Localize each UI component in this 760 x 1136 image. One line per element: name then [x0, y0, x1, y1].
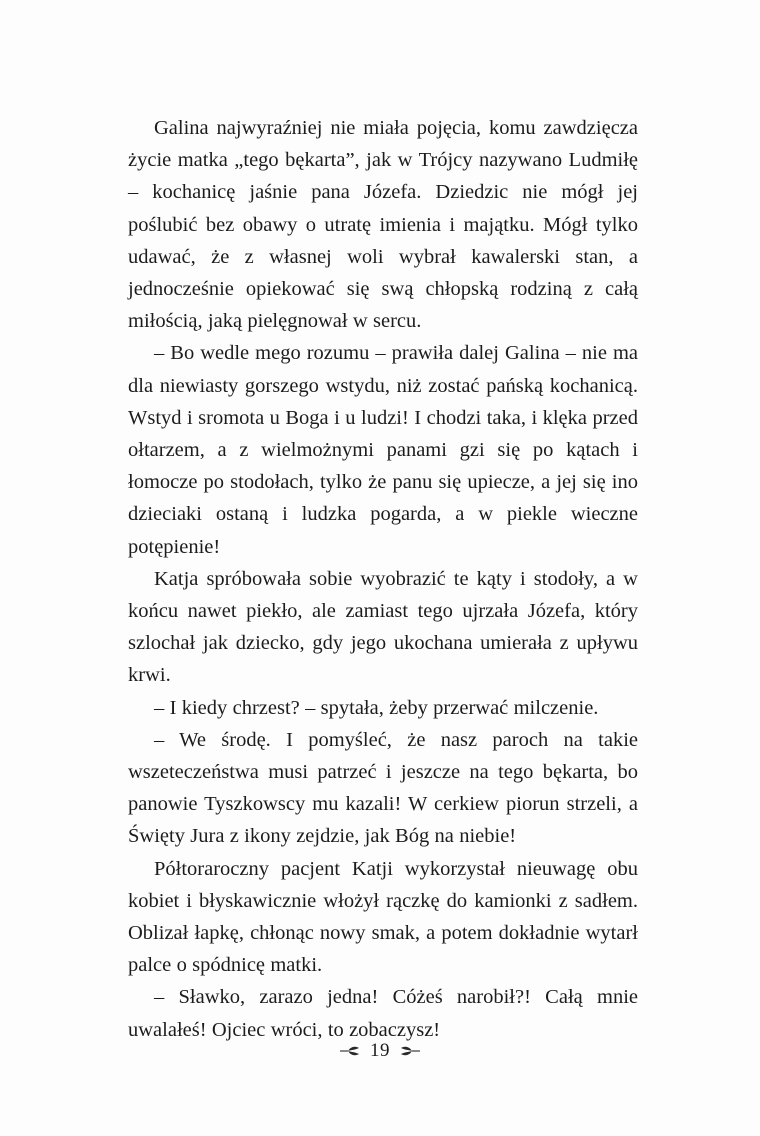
paragraph: – We środę. I pomyśleć, że nasz paroch na takie wszeteczeństwa musi patrzeć i jeszcze na tego bękarta, bo panowie Tyszkowscy mu kazali! W cerkiew piorun strzeli, a Święty Jura z ikony zejdzie, jak Bóg na niebie!: [128, 728, 638, 848]
leaf-ornament-left-icon: [339, 1045, 361, 1057]
page-text-block: [128, 112, 638, 1046]
paragraph: Katja spróbowała sobie wyobrazić te kąty i stodoły, a w końcu nawet piekło, ale zamiast tego ujrzała Józefa, który szlochał jak dziecko, gdy jego ukochana umierała z upływu krwi.: [128, 567, 638, 687]
page-number: 19: [370, 1040, 390, 1061]
paragraph: – Bo wedle mego rozumu – prawiła dalej Galina – nie ma dla niewiasty gorszego wstydu, niż zostać pańską kochanicą. Wstyd i sromota u Boga i u ludzi! I chodzi taka, i klęka przed ołtarzem, a z wielmożnymi panami gzi się po kątach i łomoczе po stodołach, tylko że panu się upiecze, a jej się ino dzieciaki ostaną i ludzka pogarda, a w piekle wieczne potępienie!: [128, 342, 638, 558]
paragraph: Półtoraroczny pacjent Katji wykorzystał nieuwagę obu kobiet i błyskawicznie włożył rączkę do kamionki z sadłem. Oblizał łapkę, chłonąc nowy smak, a potem dokładnie wytarł palce o spódnicę matki.: [128, 857, 638, 977]
paragraph: – Sławko, zarazo jedna! Cóżeś narobił?! Całą mnie uwalałeś! Ojciec wróci, to zobaczysz!: [128, 986, 638, 1041]
paragraph: Galina najwyraźniej nie miała pojęcia, komu zawdzięcza życie matka „tego bękarta”, jak w Trójcy nazywano Ludmiłę – kochanicę jaśnie pana Józefa. Dziedzic nie mógł jej poślubić bez obawy o utratę imienia i majątku. Mógł tylko udawać, że z własnej woli wybrał kawalerski stan, a jednocześnie opiekować się swą chłopską rodziną z całą miłością, jaką pielęgnował w sercu.: [128, 117, 638, 333]
leaf-ornament-right-icon: [399, 1045, 421, 1057]
page-footer: [0, 1040, 760, 1062]
paragraph: – I kiedy chrzest? – spytała, żeby przerwać milczenie.: [154, 696, 599, 719]
